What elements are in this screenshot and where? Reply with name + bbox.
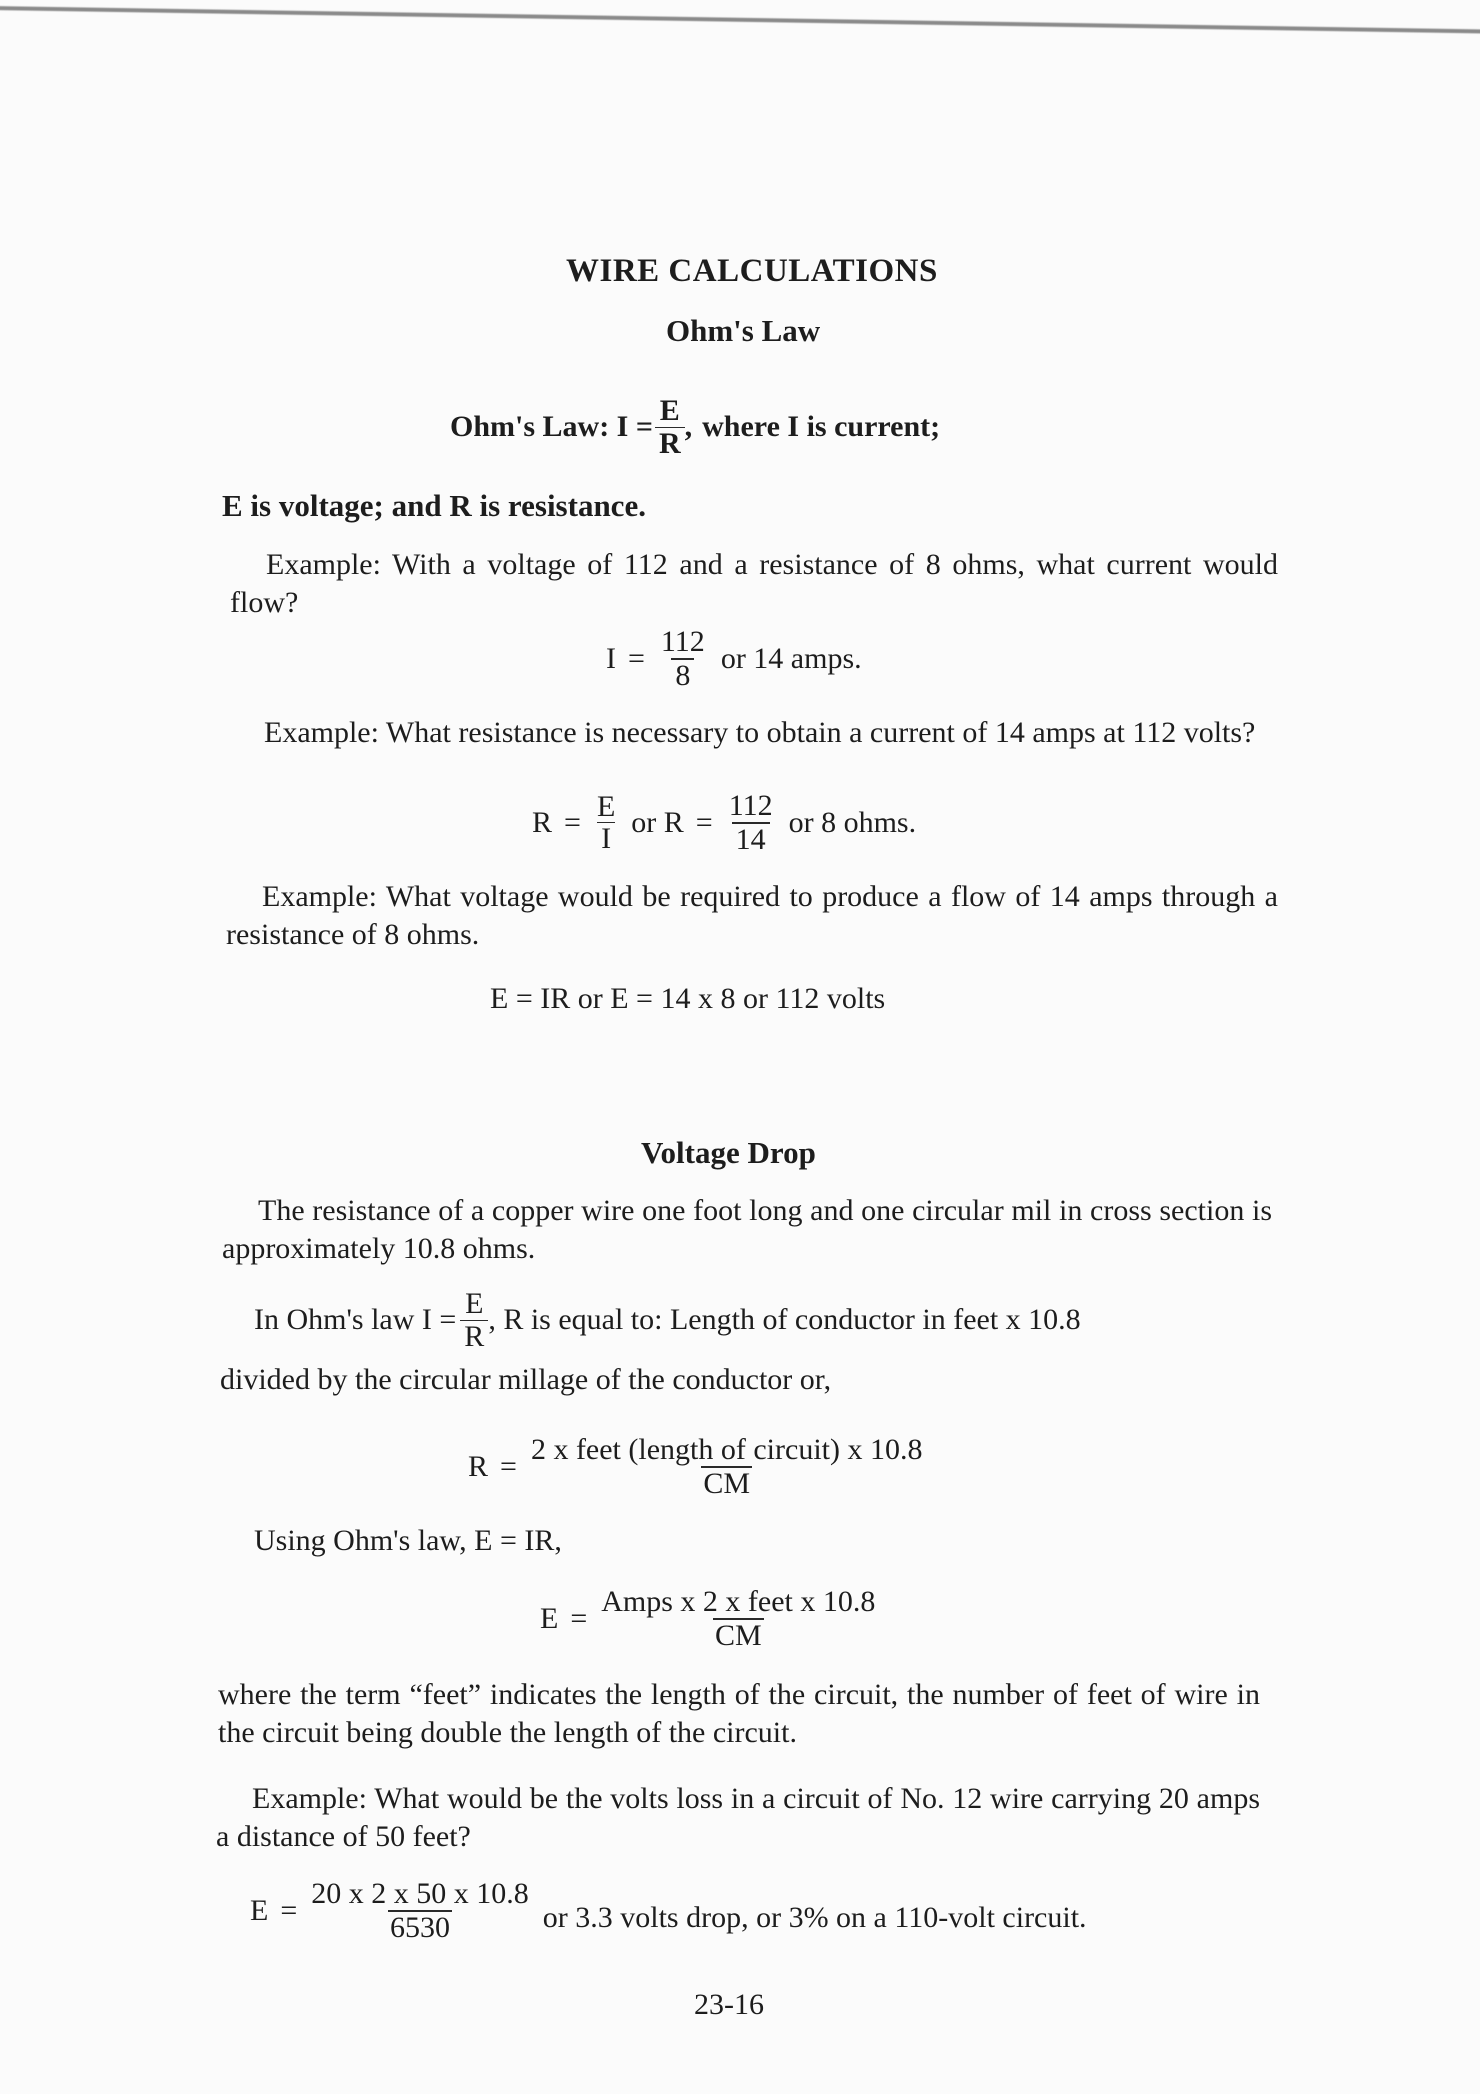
scan-edge-line: [0, 6, 1480, 34]
formula-equals: =: [564, 805, 581, 839]
numerator: 112: [728, 789, 773, 822]
formula-result: or 14 amps.: [720, 641, 862, 675]
formula-fraction-1: [593, 791, 619, 855]
example-current-text: Example: With a voltage of 112 and a resistance of 8 ohms, what current would flow?: [230, 548, 1278, 619]
formula-fraction: [309, 1878, 531, 1943]
page-number: 23-16: [694, 1988, 764, 2021]
denominator: 6530: [390, 1910, 450, 1944]
law-comma: ,: [684, 410, 693, 443]
vd-ohms-law-line: [254, 1288, 1081, 1352]
formula-equals: =: [570, 1601, 588, 1635]
formula-equals: =: [628, 641, 645, 675]
formula-fraction-2: [725, 790, 777, 855]
denominator: 14: [732, 822, 770, 856]
vd-fraction: [460, 1288, 488, 1352]
voltage-drop-intro: The resistance of a copper wire one foot long and one circular mil in cross section is approximately 10.8 ohms.: [222, 1194, 1272, 1265]
using-ohms-law: Using Ohm's law, E = IR,: [254, 1524, 562, 1557]
denominator: CM: [714, 1618, 762, 1652]
denominator: 8: [671, 658, 694, 692]
section-heading-voltage-drop: Voltage Drop: [641, 1135, 816, 1170]
formula-mid: or R: [631, 805, 684, 839]
example-resistance-formula: [526, 790, 922, 855]
formula-equals: =: [500, 1449, 517, 1483]
example-voltage-formula: E = IR or E = 14 x 8 or 112 volts: [490, 982, 886, 1015]
formula-result: or 8 ohms.: [788, 805, 917, 839]
vd-prefix: In Ohm's law I =: [254, 1303, 457, 1336]
numerator: E: [596, 789, 616, 823]
vd-suffix: , R is equal to: Length of conductor in feet x 10.8: [488, 1303, 1081, 1336]
formula-fraction: [529, 1434, 925, 1499]
example-voltage-text: Example: What voltage would be required to produce a flow of 14 amps through a resistance of 8 ohms.: [226, 880, 1278, 951]
formula-lhs: E: [540, 1601, 559, 1635]
formula-lhs: R: [468, 1449, 489, 1483]
numerator: E: [465, 1287, 484, 1320]
numerator: Amps x 2 x feet x 10.8: [601, 1585, 876, 1618]
formula-lhs: E: [250, 1893, 269, 1927]
denominator: R: [460, 1320, 488, 1353]
vd-example-text: Example: What would be the volts loss in a circuit of No. 12 wire carrying 20 amps a distance of 50 feet?: [216, 1782, 1260, 1853]
ohms-law-statement: [444, 395, 940, 459]
law-numerator: E: [659, 394, 680, 427]
numerator: 112: [660, 625, 705, 658]
formula-R: [462, 1434, 930, 1499]
denominator: CM: [703, 1466, 751, 1500]
law-prefix: Ohm's Law: I =: [450, 410, 653, 443]
formula-equals-2: =: [695, 805, 713, 839]
section-heading-ohms-law: Ohm's Law: [666, 313, 821, 348]
example-current-formula: [600, 626, 868, 691]
vd-example-formula: [244, 1878, 1093, 1943]
denominator: I: [597, 822, 615, 855]
formula-fraction: [657, 626, 709, 691]
formula-lhs: R: [532, 805, 553, 839]
numerator: 20 x 2 x 50 x 10.8: [311, 1877, 529, 1910]
example-resistance-text: Example: What resistance is necessary to obtain a current of 14 amps at 112 volts?: [264, 716, 1256, 749]
law-continuation: E is voltage; and R is resistance.: [222, 488, 646, 523]
formula-E: [534, 1586, 883, 1651]
formula-equals: =: [280, 1893, 298, 1927]
feet-note: where the term “feet” indicates the length of the circuit, the number of feet of wire in the circuit being double the length of the circuit.: [218, 1678, 1260, 1749]
law-fraction: [655, 395, 685, 459]
vd-continuation: divided by the circular millage of the conductor or,: [220, 1363, 832, 1396]
page-title: WIRE CALCULATIONS: [566, 253, 938, 289]
formula-lhs: I: [606, 641, 616, 675]
law-denominator: R: [655, 427, 685, 460]
formula-result: or 3.3 volts drop, or 3% on a 110-volt circuit.: [542, 1900, 1087, 1934]
formula-fraction: [599, 1586, 877, 1651]
law-suffix: where I is current;: [702, 410, 941, 443]
numerator: 2 x feet (length of circuit) x 10.8: [530, 1433, 923, 1466]
